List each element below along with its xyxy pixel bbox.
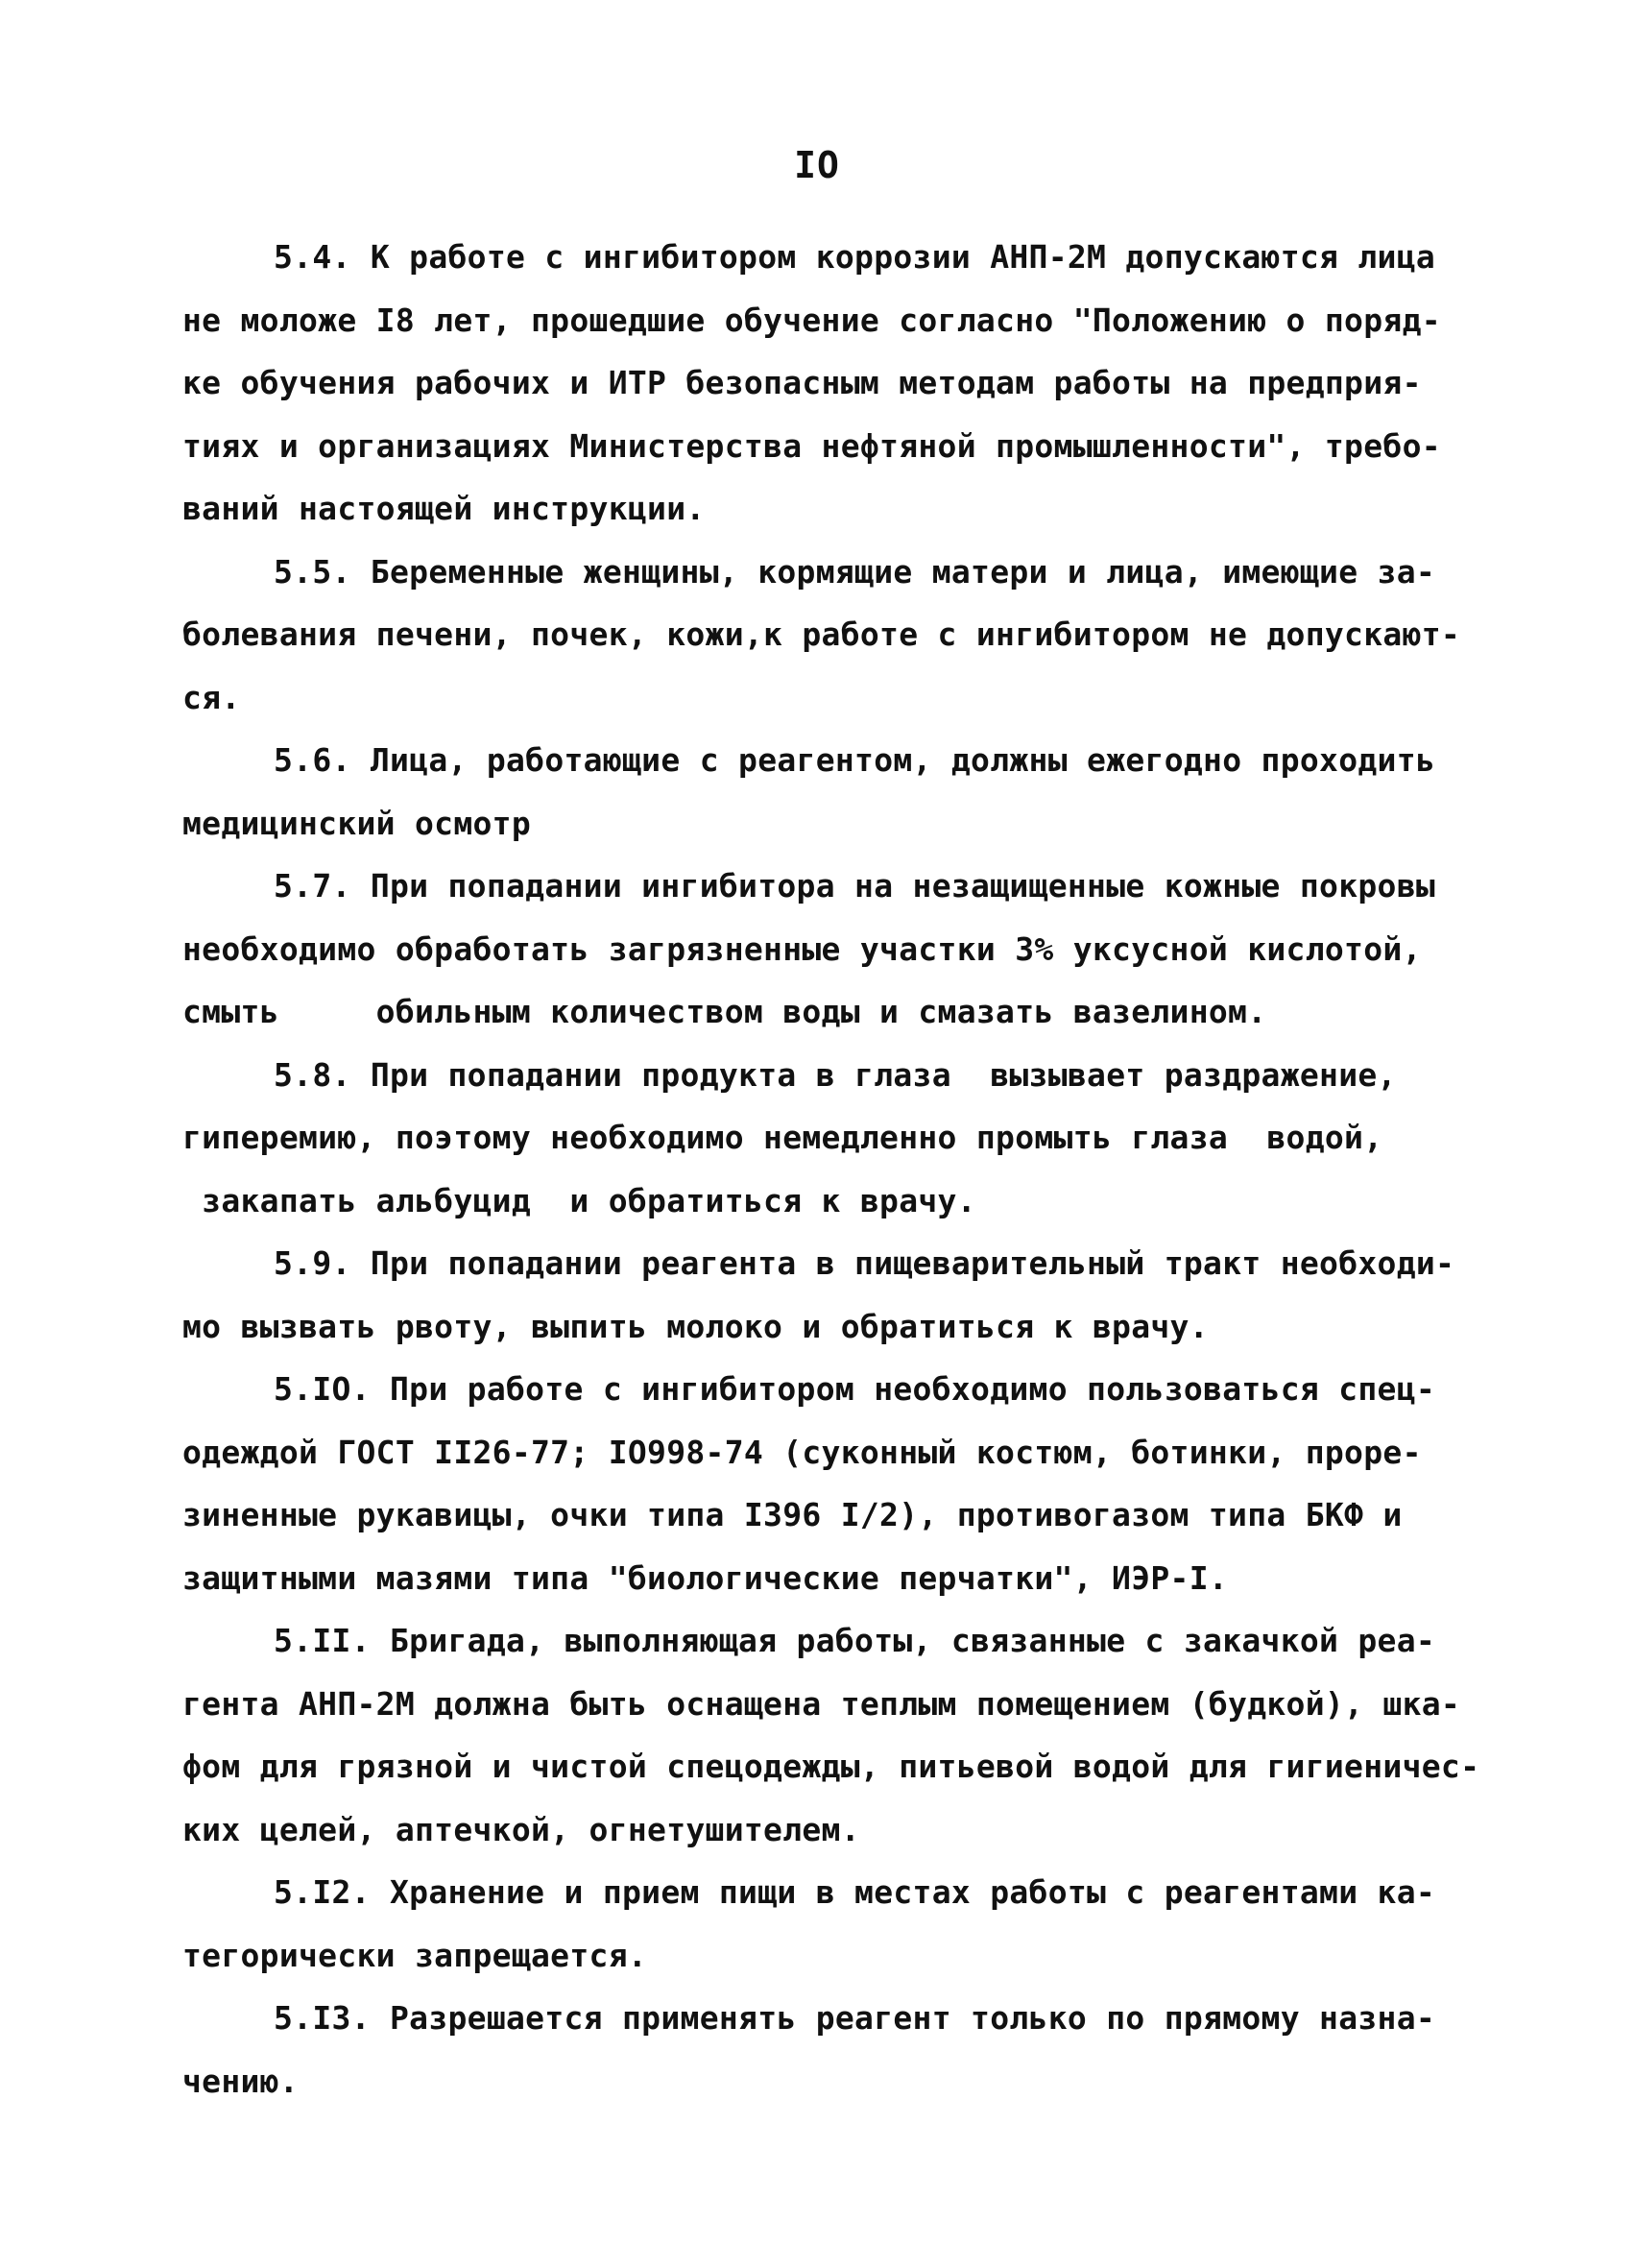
text-line: мо вызвать рвоту, выпить молоко и обратиться к врачу. xyxy=(182,1307,1209,1345)
text-line: ких целей, аптечкой, огнетушителем. xyxy=(182,1810,860,1848)
text-line: 5.II. Бригада, выполняющая работы, связанные с закачкой реа- xyxy=(274,1622,1436,1659)
text-line: 5.IO. При работе с ингибитором необходимо пользоваться спец- xyxy=(274,1370,1436,1408)
document-body xyxy=(182,226,1480,2112)
text-line: гента АНП-2М должна быть оснащена теплым помещением (будкой), шка- xyxy=(182,1684,1461,1723)
text-line: тегорически запрещается. xyxy=(182,1936,648,1974)
text-line: медицинский осмотр xyxy=(182,804,532,842)
text-line: болевания печени, почек, кожи,к работе с ингибитором не допускают- xyxy=(182,615,1461,653)
text-line: защитными мазями типа "биологические перчатки", ИЭР-I. xyxy=(182,1558,1229,1597)
text-line: чению. xyxy=(182,2062,300,2100)
text-line: 5.6. Лица, работающие с реагентом, должны ежегодно проходить xyxy=(274,741,1436,779)
text-line: 5.8. При попадании продукта в глаза вызывает раздражение, xyxy=(274,1055,1397,1094)
text-line: фом для грязной и чистой спецодежды, питьевой водой для гигиеничес- xyxy=(182,1748,1480,1785)
text-line: одеждой ГОСТ II26-77; IO998-74 (суконный костюм, ботинки, прорe- xyxy=(182,1433,1422,1471)
text-line: тиях и организациях Министерства нефтяной промышленности", требо- xyxy=(182,426,1441,465)
text-line: 5.I2. Хранение и прием пищи в местах работы с реагентами ка- xyxy=(274,1873,1436,1911)
page-number: IO xyxy=(794,144,840,186)
text-line: 5.9. При попадании реагента в пищеварительный тракт необходи- xyxy=(274,1244,1455,1282)
text-line: гиперемию, поэтому необходимо немедленно промыть глаза водой, xyxy=(182,1119,1383,1156)
text-line: закапать альбуцид и обратиться к врачу. xyxy=(182,1181,976,1219)
text-line: необходимо обработать загрязненные участки 3% уксусной кислотой, xyxy=(182,929,1422,968)
text-line: 5.4. К работе с ингибитором коррозии АНП-2М допускаются лица xyxy=(274,238,1436,276)
text-line: ваний настоящей инструкции. xyxy=(182,490,706,527)
text-line: смыть обильным количеством воды и смазать вазелином. xyxy=(182,993,1267,1030)
text-line: 5.5. Беременные женщины, кормящие матери и лица, имеющие за- xyxy=(274,552,1436,591)
text-line: ке обучения рабочих и ИТР безопасным методам работы на предприя- xyxy=(182,364,1422,401)
text-line: 5.7. При попадании ингибитора на незащищенные кожные покровы xyxy=(274,867,1436,905)
text-line: ся. xyxy=(182,678,241,716)
text-line: 5.I3. Разрешается применять реагент только по прямому назна- xyxy=(274,1999,1436,2037)
text-line: не моложе I8 лет, прошедшие обучение согласно "Положению о поряд- xyxy=(182,301,1441,339)
text-line: зиненные рукавицы, очки типа I396 I/2), противогазом типа БКФ и xyxy=(182,1496,1403,1533)
